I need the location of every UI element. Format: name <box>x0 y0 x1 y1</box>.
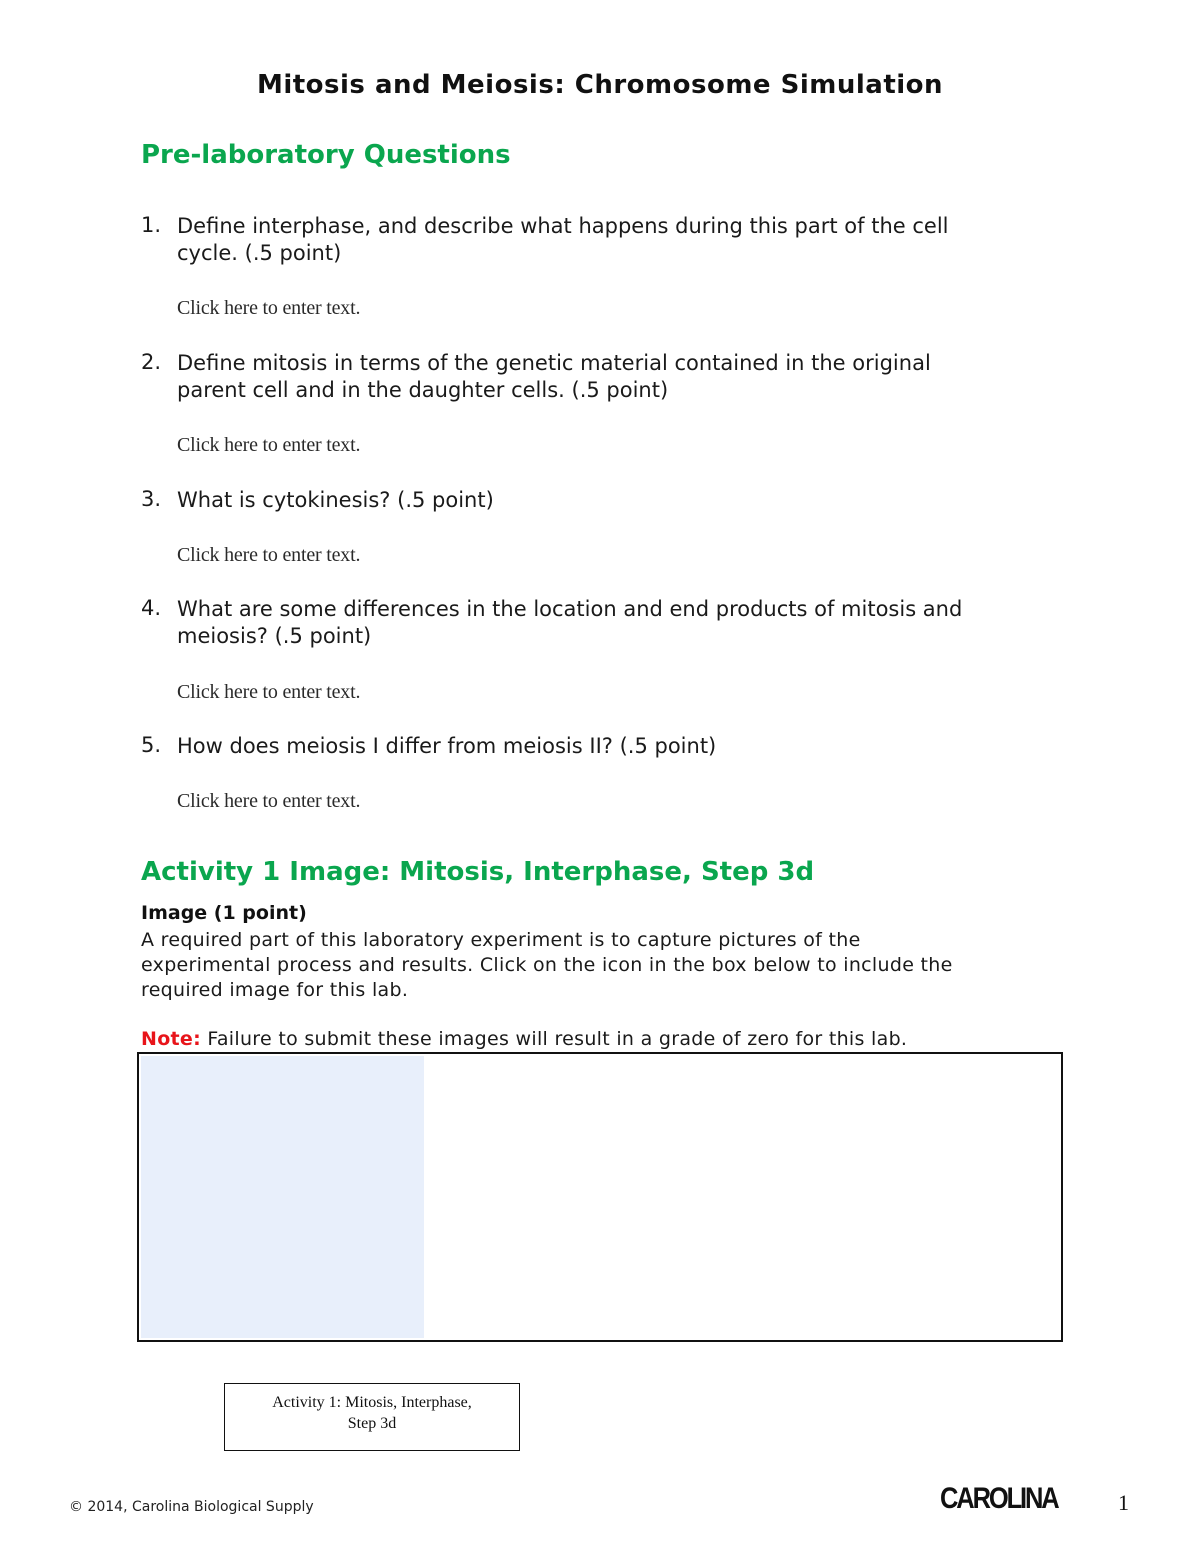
image-caption-box <box>224 1383 520 1451</box>
question-4-line-1: What are some differences in the location and end products of mitosis and <box>177 597 963 621</box>
question-3-answer-field[interactable]: Click here to enter text. <box>177 544 361 566</box>
carolina-logo: CAROLINA <box>940 1482 1058 1515</box>
image-instructions-line-1: A required part of this laboratory experiment is to capture pictures of the <box>141 929 861 951</box>
question-2-answer-field[interactable]: Click here to enter text. <box>177 434 361 456</box>
page-number: 1 <box>1118 1490 1129 1515</box>
question-5-answer-field[interactable]: Click here to enter text. <box>177 790 361 812</box>
question-5-text <box>177 733 1077 760</box>
question-1-line-1: Define interphase, and describe what happens during this part of the cell <box>177 214 949 238</box>
question-5-line-1: How does meiosis I differ from meiosis II? (.5 point) <box>177 734 717 758</box>
question-4-text <box>177 596 1077 650</box>
question-1-answer-field[interactable]: Click here to enter text. <box>177 297 361 319</box>
question-3-number: 3. <box>141 487 162 511</box>
question-2-line-2: parent cell and in the daughter cells. (.5 point) <box>177 378 669 402</box>
question-4-line-2: meiosis? (.5 point) <box>177 624 372 648</box>
question-3-line-1: What is cytokinesis? (.5 point) <box>177 488 494 512</box>
question-5-number: 5. <box>141 733 162 757</box>
question-2-line-1: Define mitosis in terms of the genetic material contained in the original <box>177 351 931 375</box>
question-1-number: 1. <box>141 213 162 237</box>
question-4-number: 4. <box>141 596 162 620</box>
prelab-heading: Pre-laboratory Questions <box>141 140 511 170</box>
image-caption-line-2: Step 3d <box>347 1415 397 1432</box>
question-2-number: 2. <box>141 350 162 374</box>
image-upload-box[interactable] <box>137 1052 1063 1342</box>
note <box>141 1028 1061 1050</box>
question-1-line-2: cycle. (.5 point) <box>177 241 342 265</box>
note-label: Note: <box>141 1028 202 1050</box>
image-caption-line-1: Activity 1: Mitosis, Interphase, <box>272 1394 472 1411</box>
question-2-text <box>177 350 1077 404</box>
image-instructions-line-2: experimental process and results. Click on the icon in the box below to include the <box>141 954 953 976</box>
question-1-text <box>177 213 1077 267</box>
image-placeholder[interactable] <box>141 1056 424 1338</box>
footer-copyright: © 2014, Carolina Biological Supply <box>69 1499 314 1515</box>
document-title: Mitosis and Meiosis: Chromosome Simulation <box>256 70 944 100</box>
image-points-label: Image (1 point) <box>141 902 307 924</box>
activity-heading: Activity 1 Image: Mitosis, Interphase, Step 3d <box>141 857 815 887</box>
image-instructions <box>141 928 1061 1003</box>
question-3-text <box>177 487 1077 514</box>
image-instructions-line-3: required image for this lab. <box>141 979 409 1001</box>
question-4-answer-field[interactable]: Click here to enter text. <box>177 681 361 703</box>
note-text: Failure to submit these images will result in a grade of zero for this lab. <box>201 1028 908 1050</box>
